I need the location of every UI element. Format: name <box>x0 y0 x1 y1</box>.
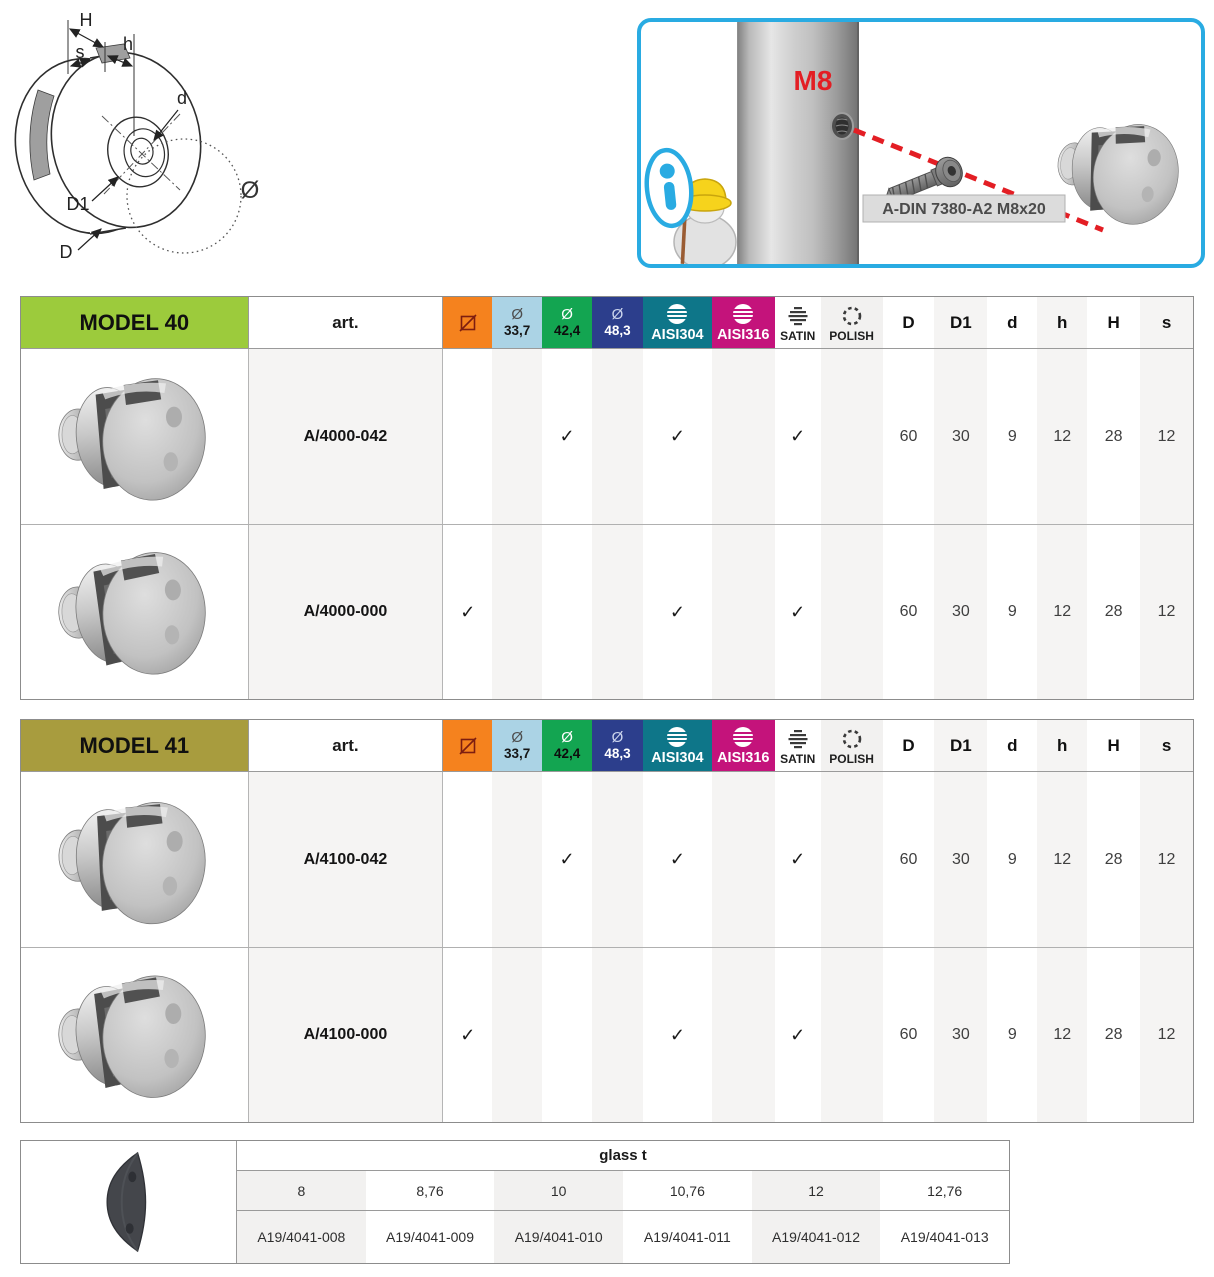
satin-sphere-icon <box>786 727 810 751</box>
model-40-title: MODEL 40 <box>21 297 248 348</box>
dim-h: 12 <box>1037 948 1087 1122</box>
gasket-article: A19/4041-010 <box>494 1211 623 1263</box>
column-header-tube-33-7: Ø 33,7 <box>492 720 542 771</box>
dim-H: 28 <box>1087 772 1140 947</box>
diameter-icon: Ø <box>511 306 523 324</box>
gasket-article: A19/4041-011 <box>643 1229 731 1245</box>
check-flat-mount: ✓ <box>443 525 492 699</box>
thickness-value: 10,76 <box>669 1182 705 1199</box>
dim-s: 12 <box>1140 525 1193 699</box>
gasket-photo <box>21 1141 237 1263</box>
check-aisi316 <box>712 349 775 524</box>
thickness-value: 8,76 <box>416 1182 444 1199</box>
threaded-hole <box>831 113 853 139</box>
check-satin: ✓ <box>775 772 821 947</box>
column-header-tube-33-7: Ø 33,7 <box>492 297 542 348</box>
dim-label-D1: D1 <box>66 194 90 214</box>
diameter-icon: Ø <box>611 729 624 747</box>
column-header-tube-48-3: Ø 48,3 <box>592 720 643 771</box>
dim-D1: 30 <box>934 948 987 1122</box>
check-satin: ✓ <box>775 948 821 1122</box>
dim-label-diameter: Ø <box>240 177 260 204</box>
striped-sphere-icon <box>731 725 755 749</box>
dim-d: 9 <box>987 772 1037 947</box>
column-header-s: s <box>1140 297 1193 348</box>
check-polish <box>821 772 883 947</box>
column-header-D: D <box>883 720 935 771</box>
column-header-h: h <box>1037 297 1087 348</box>
check-aisi316 <box>712 948 775 1122</box>
column-header-D: D <box>883 297 935 348</box>
diameter-icon: Ø <box>511 729 523 747</box>
column-header-d: d <box>987 720 1037 771</box>
check-33-7 <box>492 772 542 947</box>
dim-d: 9 <box>987 349 1037 524</box>
check-flat-mount <box>443 349 492 524</box>
slashed-square-icon <box>458 736 478 756</box>
art-column-header: art. <box>248 720 444 771</box>
thickness-value: 8 <box>237 1171 366 1210</box>
check-aisi316 <box>712 525 775 699</box>
check-polish <box>821 349 883 524</box>
thickness-value: 12 <box>752 1171 881 1210</box>
check-polish <box>821 948 883 1122</box>
article-number: A/4100-000 <box>248 948 444 1122</box>
check-flat-mount <box>443 772 492 947</box>
column-header-s: s <box>1140 720 1193 771</box>
gasket-article: A19/4041-009 <box>386 1229 474 1245</box>
steel-tube <box>737 22 859 264</box>
striped-sphere-icon <box>731 302 755 326</box>
column-header-d: d <box>987 297 1037 348</box>
column-header-polish: POLISH <box>821 720 883 771</box>
article-number: A/4000-000 <box>248 525 444 699</box>
dim-H: 28 <box>1087 349 1140 524</box>
product-photo <box>21 772 248 947</box>
dashed-circle-icon <box>840 304 864 328</box>
product-photo <box>21 948 248 1122</box>
gasket-article: A19/4041-008 <box>237 1211 366 1263</box>
model-40-table <box>20 296 1194 700</box>
striped-sphere-icon <box>665 725 689 749</box>
dim-D1: 30 <box>934 525 987 699</box>
article-number: A/4100-042 <box>248 772 444 947</box>
check-42-4 <box>542 525 592 699</box>
column-header-flat-mount <box>443 720 492 771</box>
dim-H: 28 <box>1087 948 1140 1122</box>
thickness-value: 10 <box>494 1171 623 1210</box>
dim-D1: 30 <box>934 772 987 947</box>
column-header-D1: D1 <box>934 720 987 771</box>
table-row <box>21 349 1193 524</box>
check-aisi304: ✓ <box>643 349 712 524</box>
din-spec-label <box>863 195 1065 222</box>
check-42-4 <box>542 948 592 1122</box>
product-photo <box>21 349 248 524</box>
gasket-article-row <box>237 1211 1009 1263</box>
art-column-header: art. <box>248 297 444 348</box>
article-number: A/4000-042 <box>248 349 444 524</box>
column-header-flat-mount <box>443 297 492 348</box>
striped-sphere-icon <box>665 302 689 326</box>
product-photo <box>21 525 248 699</box>
glass-thickness-row <box>237 1171 1009 1211</box>
check-33-7 <box>492 525 542 699</box>
column-header-satin: SATIN <box>775 297 821 348</box>
check-42-4: ✓ <box>542 349 592 524</box>
check-48-3 <box>592 349 643 524</box>
column-header-satin: SATIN <box>775 720 821 771</box>
diameter-icon: Ø <box>561 729 573 747</box>
check-flat-mount: ✓ <box>443 948 492 1122</box>
dim-D: 60 <box>883 948 935 1122</box>
column-header-aisi304: AISI304 <box>643 297 712 348</box>
check-aisi304: ✓ <box>643 948 712 1122</box>
table-row <box>21 524 1193 699</box>
dim-h: 12 <box>1037 525 1087 699</box>
diameter-icon: Ø <box>611 306 624 324</box>
dim-label-d: d <box>176 88 188 108</box>
dim-h: 12 <box>1037 349 1087 524</box>
column-header-tube-48-3: Ø 48,3 <box>592 297 643 348</box>
check-33-7 <box>492 349 542 524</box>
column-header-H: H <box>1087 297 1140 348</box>
model-41-table <box>20 719 1194 1123</box>
column-header-aisi316: AISI316 <box>712 720 775 771</box>
thickness-value: 12,76 <box>927 1182 963 1199</box>
glass-thickness-table <box>20 1140 1010 1264</box>
column-header-tube-42-4: Ø 42,4 <box>542 720 592 771</box>
column-header-tube-42-4: Ø 42,4 <box>542 297 592 348</box>
gasket-article: A19/4041-012 <box>752 1211 881 1263</box>
diameter-icon: Ø <box>561 306 573 324</box>
model-40-header-row <box>21 297 1193 349</box>
model-41-header-row <box>21 720 1193 772</box>
column-header-H: H <box>1087 720 1140 771</box>
check-satin: ✓ <box>775 525 821 699</box>
column-header-h: h <box>1037 720 1087 771</box>
info-icon <box>643 148 695 228</box>
dim-D1: 30 <box>934 349 987 524</box>
dashed-circle-icon <box>840 727 864 751</box>
check-42-4: ✓ <box>542 772 592 947</box>
check-48-3 <box>592 525 643 699</box>
svg-text:A-DIN 7380-A2 M8x20: A-DIN 7380-A2 M8x20 <box>882 201 1046 218</box>
satin-sphere-icon <box>786 304 810 328</box>
dim-D: 60 <box>883 525 935 699</box>
dim-s: 12 <box>1140 948 1193 1122</box>
dim-H: 28 <box>1087 525 1140 699</box>
dim-label-D: D <box>59 242 73 262</box>
installation-info-panel <box>637 18 1205 268</box>
check-polish <box>821 525 883 699</box>
dim-s: 12 <box>1140 349 1193 524</box>
thread-size-label: M8 <box>793 65 833 96</box>
slashed-square-icon <box>458 313 478 333</box>
model-41-title: MODEL 41 <box>21 720 248 771</box>
dim-D: 60 <box>883 772 935 947</box>
dim-h: 12 <box>1037 772 1087 947</box>
dim-d: 9 <box>987 525 1037 699</box>
dim-D: 60 <box>883 349 935 524</box>
dimension-drawing <box>8 4 318 288</box>
column-header-aisi304: AISI304 <box>643 720 712 771</box>
check-48-3 <box>592 948 643 1122</box>
check-48-3 <box>592 772 643 947</box>
check-aisi304: ✓ <box>643 772 712 947</box>
check-aisi316 <box>712 772 775 947</box>
dim-s: 12 <box>1140 772 1193 947</box>
glass-t-title: glass t <box>237 1141 1009 1171</box>
table-row <box>21 772 1193 947</box>
dim-d: 9 <box>987 948 1037 1122</box>
dim-label-H: H <box>79 10 93 30</box>
column-header-D1: D1 <box>934 297 987 348</box>
check-satin: ✓ <box>775 349 821 524</box>
dim-label-h: h <box>122 34 134 54</box>
glass-clamp-illustration <box>1052 113 1188 233</box>
worker-figure <box>643 148 736 264</box>
check-aisi304: ✓ <box>643 525 712 699</box>
column-header-aisi316: AISI316 <box>712 297 775 348</box>
column-header-polish: POLISH <box>821 297 883 348</box>
gasket-article: A19/4041-013 <box>900 1229 989 1245</box>
table-row <box>21 947 1193 1122</box>
check-33-7 <box>492 948 542 1122</box>
dim-label-s: s <box>75 42 85 62</box>
